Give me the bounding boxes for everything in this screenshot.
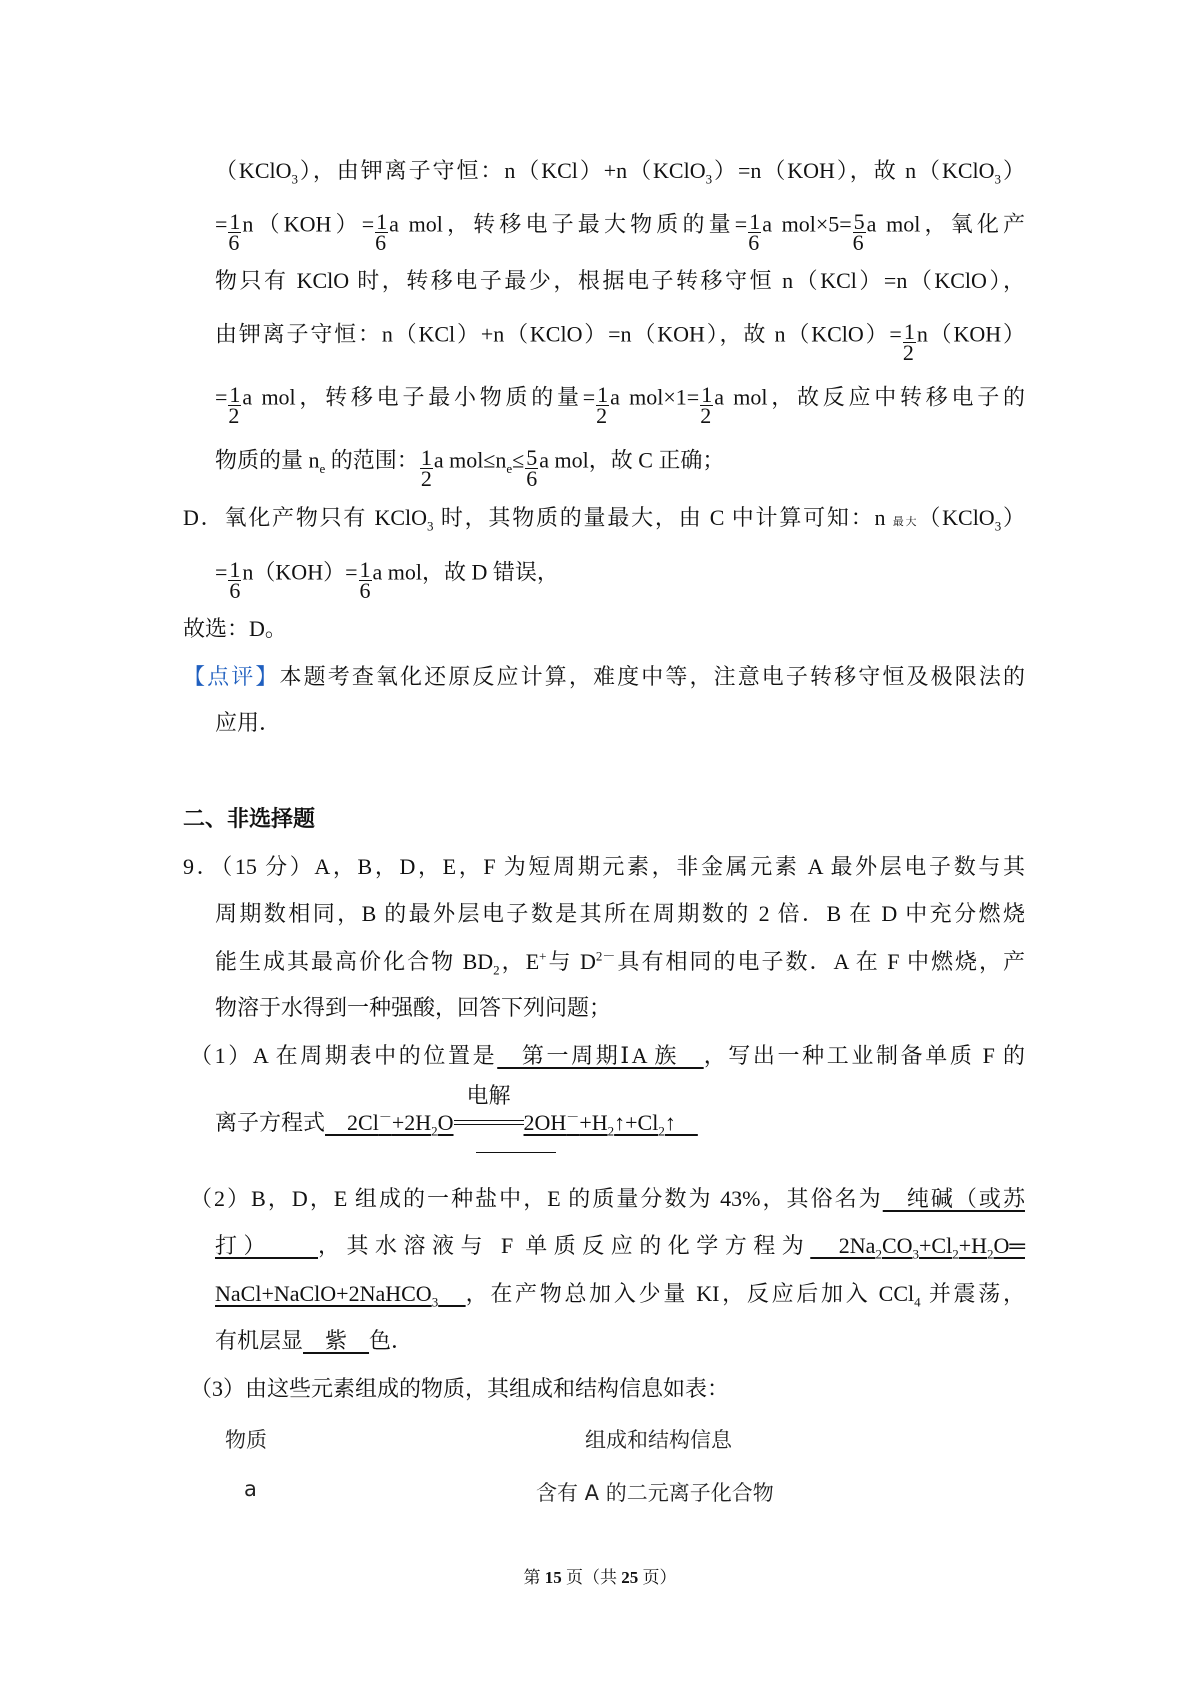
- table-cell-substance: a: [244, 1477, 257, 1501]
- text-run: （KClO: [918, 505, 995, 530]
- numerator: 1: [903, 319, 915, 344]
- text-run: 9．（15 分）A，B，D，E，F 为短周期元素，非金属元素 A 最外层电子数与其: [183, 854, 1025, 879]
- text-run: ）: [1001, 505, 1025, 530]
- text-line: [183, 852, 1025, 882]
- text-run: 纯碱（或苏: [882, 1186, 1025, 1211]
- text-run: O: [437, 1110, 454, 1135]
- footer-text: 页）: [638, 1568, 677, 1587]
- numerator: 1: [420, 445, 432, 470]
- numerator: 1: [701, 382, 713, 407]
- fraction: [359, 557, 372, 603]
- text-run: 物质的量 n: [215, 447, 320, 473]
- text-run: 周期数相同，B 的最外层电子数是其所在周期数的 2 倍．B 在 D 中充分燃烧: [215, 901, 1025, 926]
- text-run: ）=n（KOH），故 n（KClO: [712, 158, 995, 183]
- double-equals: [454, 1120, 524, 1125]
- text-run: 与 D: [546, 949, 596, 974]
- fraction: [375, 209, 388, 255]
- text-line: [215, 1084, 698, 1139]
- section-heading: 二、非选择题: [183, 807, 316, 832]
- text-run: ），由钾离子守恒：n（KCl）+n（KClO: [298, 158, 706, 183]
- subscript: 3: [427, 518, 434, 534]
- subscript: 3: [431, 1294, 439, 1310]
- fraction: [228, 209, 241, 255]
- text-run: +H: [958, 1233, 987, 1258]
- text-line: [215, 708, 281, 738]
- denominator: 6: [852, 230, 864, 255]
- text-run: ↑+Cl: [614, 1110, 659, 1135]
- subscript: 2: [431, 1123, 438, 1139]
- subscript: 4: [914, 1294, 921, 1310]
- text-run: ≤: [512, 447, 525, 473]
- total-pages: 25: [621, 1568, 639, 1587]
- text-run: ）: [1001, 158, 1025, 183]
- text-run: ，在产物总加入少量 KI，反应后加入 CCl: [465, 1281, 915, 1306]
- text-run: 本题考查氧化还原反应计算，难度中等，注意电子转移守恒及极限法的: [279, 664, 1025, 689]
- text-run: a mol，故 D 错误，: [372, 559, 559, 585]
- subscript: 2: [493, 962, 500, 978]
- condition-label: 电解: [466, 1084, 511, 1109]
- text-line: [215, 379, 1025, 428]
- text-run: a mol，转移电子最小物质的量=: [242, 384, 596, 410]
- text-run: 离子方程式: [215, 1110, 326, 1135]
- numerator: 1: [229, 209, 241, 234]
- text-run: ↑: [664, 1110, 698, 1135]
- numerator: 1: [359, 557, 371, 582]
- subscript: 2: [987, 1246, 994, 1262]
- text-run: 并震荡，: [920, 1281, 1025, 1306]
- text-run: 应用．: [215, 710, 282, 735]
- table-header-info: 组成和结构信息: [585, 1428, 732, 1452]
- text-run: 有机层显: [215, 1328, 304, 1353]
- answer-blank: [497, 1043, 703, 1068]
- text-run: =: [215, 384, 228, 410]
- text-line: [183, 614, 287, 644]
- denominator: 2: [420, 466, 432, 491]
- text-run: 紫: [303, 1328, 370, 1353]
- answer-blank: [325, 1084, 698, 1139]
- answer-blank: [215, 1281, 466, 1310]
- superscript: －: [378, 1109, 392, 1125]
- text-run: ，其水溶液与 F 单质反应的化学方程为: [318, 1233, 811, 1258]
- superscript: 2－: [595, 948, 616, 964]
- subscript: 3: [994, 171, 1002, 187]
- subscript: 2: [607, 1123, 615, 1139]
- table-cell-info: 含有 A 的二元离子化合物: [536, 1481, 774, 1505]
- numerator: 1: [597, 382, 609, 407]
- denominator: 6: [229, 578, 241, 603]
- answer-blank: [303, 1328, 369, 1353]
- text-line: [183, 503, 1025, 537]
- text-run: NaCl+NaClO+2NaHCO: [215, 1281, 432, 1306]
- text-line: [215, 947, 1025, 977]
- subscript: 2: [952, 1246, 959, 1262]
- superscript: +: [539, 948, 547, 964]
- text-run: 打）: [215, 1233, 319, 1258]
- fraction: [420, 445, 433, 491]
- numerator: 1: [749, 209, 761, 234]
- text-run: 第一周期ⅠA 族: [497, 1043, 704, 1068]
- text-run: n（KOH）=: [242, 211, 375, 237]
- text-run: 物只有 KClO 时，转移电子最少，根据电子转移守恒 n（KCl）=n（KClO），: [215, 268, 1025, 293]
- text-run: +H: [579, 1110, 608, 1135]
- answer-blank: [810, 1233, 1025, 1262]
- reaction-condition: [454, 1084, 524, 1138]
- subscript: 2: [875, 1246, 882, 1262]
- text-run: 物溶于水得到一种强酸，回答下列问题；: [215, 995, 612, 1020]
- subscript: 3: [705, 171, 713, 187]
- text-line: [215, 993, 611, 1023]
- text-run: a mol≤n: [433, 447, 507, 473]
- denominator: 2: [228, 403, 240, 428]
- text-run: 能生成其最高价化合物 BD: [215, 949, 494, 974]
- text-line: [190, 1041, 1025, 1071]
- text-line: [215, 1326, 413, 1356]
- text-run: a mol，故反应中转移电子的: [714, 384, 1025, 410]
- subscript: e: [319, 460, 326, 476]
- text-run: ，写出一种工业制备单质 F 的: [703, 1043, 1025, 1068]
- text-run: a mol×1=: [610, 384, 700, 410]
- denominator: 6: [228, 230, 240, 255]
- text-line: [215, 156, 1025, 186]
- footer-text: 第: [523, 1568, 545, 1587]
- text-run: n（KOH）=: [242, 559, 358, 585]
- text-run: 由钾离子守恒：n（KCl）+n（KClO）=n（KOH），故 n（KClO）=: [215, 321, 902, 347]
- numerator: 1: [229, 382, 241, 407]
- text-line: [190, 1184, 1025, 1214]
- text-run: n（KOH）: [916, 321, 1025, 347]
- fraction: [700, 382, 713, 428]
- text-run: CO: [881, 1233, 913, 1258]
- text-run: 时，其物质的量最大，由 C 中计算可知：n: [433, 505, 893, 530]
- page-number: 15: [544, 1568, 562, 1587]
- table-header-substance: 物质: [225, 1428, 267, 1452]
- answer-blank: [215, 1233, 318, 1258]
- answer-underline: [476, 1152, 556, 1153]
- text-run: 2OH: [523, 1110, 567, 1135]
- text-run: a mol，故 C 正确；: [539, 447, 725, 473]
- text-run: 具有相同的电子数．A 在 F 中燃烧，产: [615, 949, 1025, 974]
- fraction: [525, 445, 538, 491]
- fraction: [596, 382, 609, 428]
- text-run: （KClO: [215, 158, 292, 183]
- text-run: O═: [993, 1233, 1025, 1258]
- numerator: 1: [229, 557, 241, 582]
- denominator: 6: [359, 578, 371, 603]
- small-text: 最大: [892, 516, 919, 528]
- text-run: 2Cl: [325, 1110, 379, 1135]
- text-line: [183, 662, 1025, 692]
- text-run: =: [215, 211, 228, 237]
- fraction: [228, 557, 241, 603]
- page-footer: [0, 1563, 1200, 1588]
- text-run: 故选：D。: [183, 616, 287, 641]
- subscript: 3: [994, 518, 1002, 534]
- text-line: [215, 554, 559, 603]
- text-line: [215, 206, 1025, 255]
- text-run: 2Na: [810, 1233, 876, 1258]
- denominator: 2: [596, 403, 608, 428]
- superscript: －: [566, 1109, 580, 1125]
- text-run: +Cl: [919, 1233, 953, 1258]
- text-run: （2）B，D，E 组成的一种盐中，E 的质量分数为 43%，其俗名为: [190, 1186, 883, 1211]
- text-run: D．氧化产物只有 KClO: [183, 505, 428, 530]
- text-run: （1）A 在周期表中的位置是: [190, 1043, 498, 1068]
- text-run: =: [215, 559, 228, 585]
- denominator: 2: [700, 403, 712, 428]
- fraction: [852, 209, 866, 255]
- denominator: 6: [375, 230, 387, 255]
- text-line: [215, 266, 1025, 296]
- numerator: 1: [376, 209, 388, 234]
- footer-text: 页（共: [561, 1568, 622, 1587]
- text-run: +2H: [391, 1110, 432, 1135]
- text-line: [215, 1231, 1025, 1261]
- text-run: 色．: [369, 1328, 414, 1353]
- text-run: [438, 1281, 465, 1306]
- denominator: 6: [748, 230, 760, 255]
- text-run: a mol，转移电子最大物质的量=: [389, 211, 748, 237]
- comment-label: 【点评】: [183, 664, 280, 689]
- denominator: 2: [902, 340, 914, 365]
- text-run: a mol×5=: [762, 211, 852, 237]
- fraction: [228, 382, 241, 428]
- text-run: （3）由这些元素组成的物质，其组成和结构信息如表：: [190, 1376, 730, 1401]
- answer-blank: [883, 1186, 1025, 1211]
- subscript: e: [506, 460, 513, 476]
- text-line: [215, 316, 1025, 365]
- text-run: a mol，氧化产: [866, 211, 1025, 237]
- text-run: 的范围：: [325, 447, 419, 473]
- subscript: 3: [291, 171, 298, 187]
- text-line: [215, 1279, 1025, 1309]
- text-line: [215, 442, 725, 491]
- subscript: 2: [658, 1123, 665, 1139]
- numerator: 5: [853, 209, 865, 234]
- numerator: 5: [526, 445, 538, 470]
- text-run: ，E: [499, 949, 540, 974]
- fraction: [748, 209, 761, 255]
- denominator: 6: [526, 466, 538, 491]
- text-line: [215, 899, 1025, 929]
- fraction: [902, 319, 916, 365]
- subscript: 3: [912, 1246, 919, 1262]
- text-line: [190, 1374, 729, 1404]
- text-line: [183, 804, 315, 835]
